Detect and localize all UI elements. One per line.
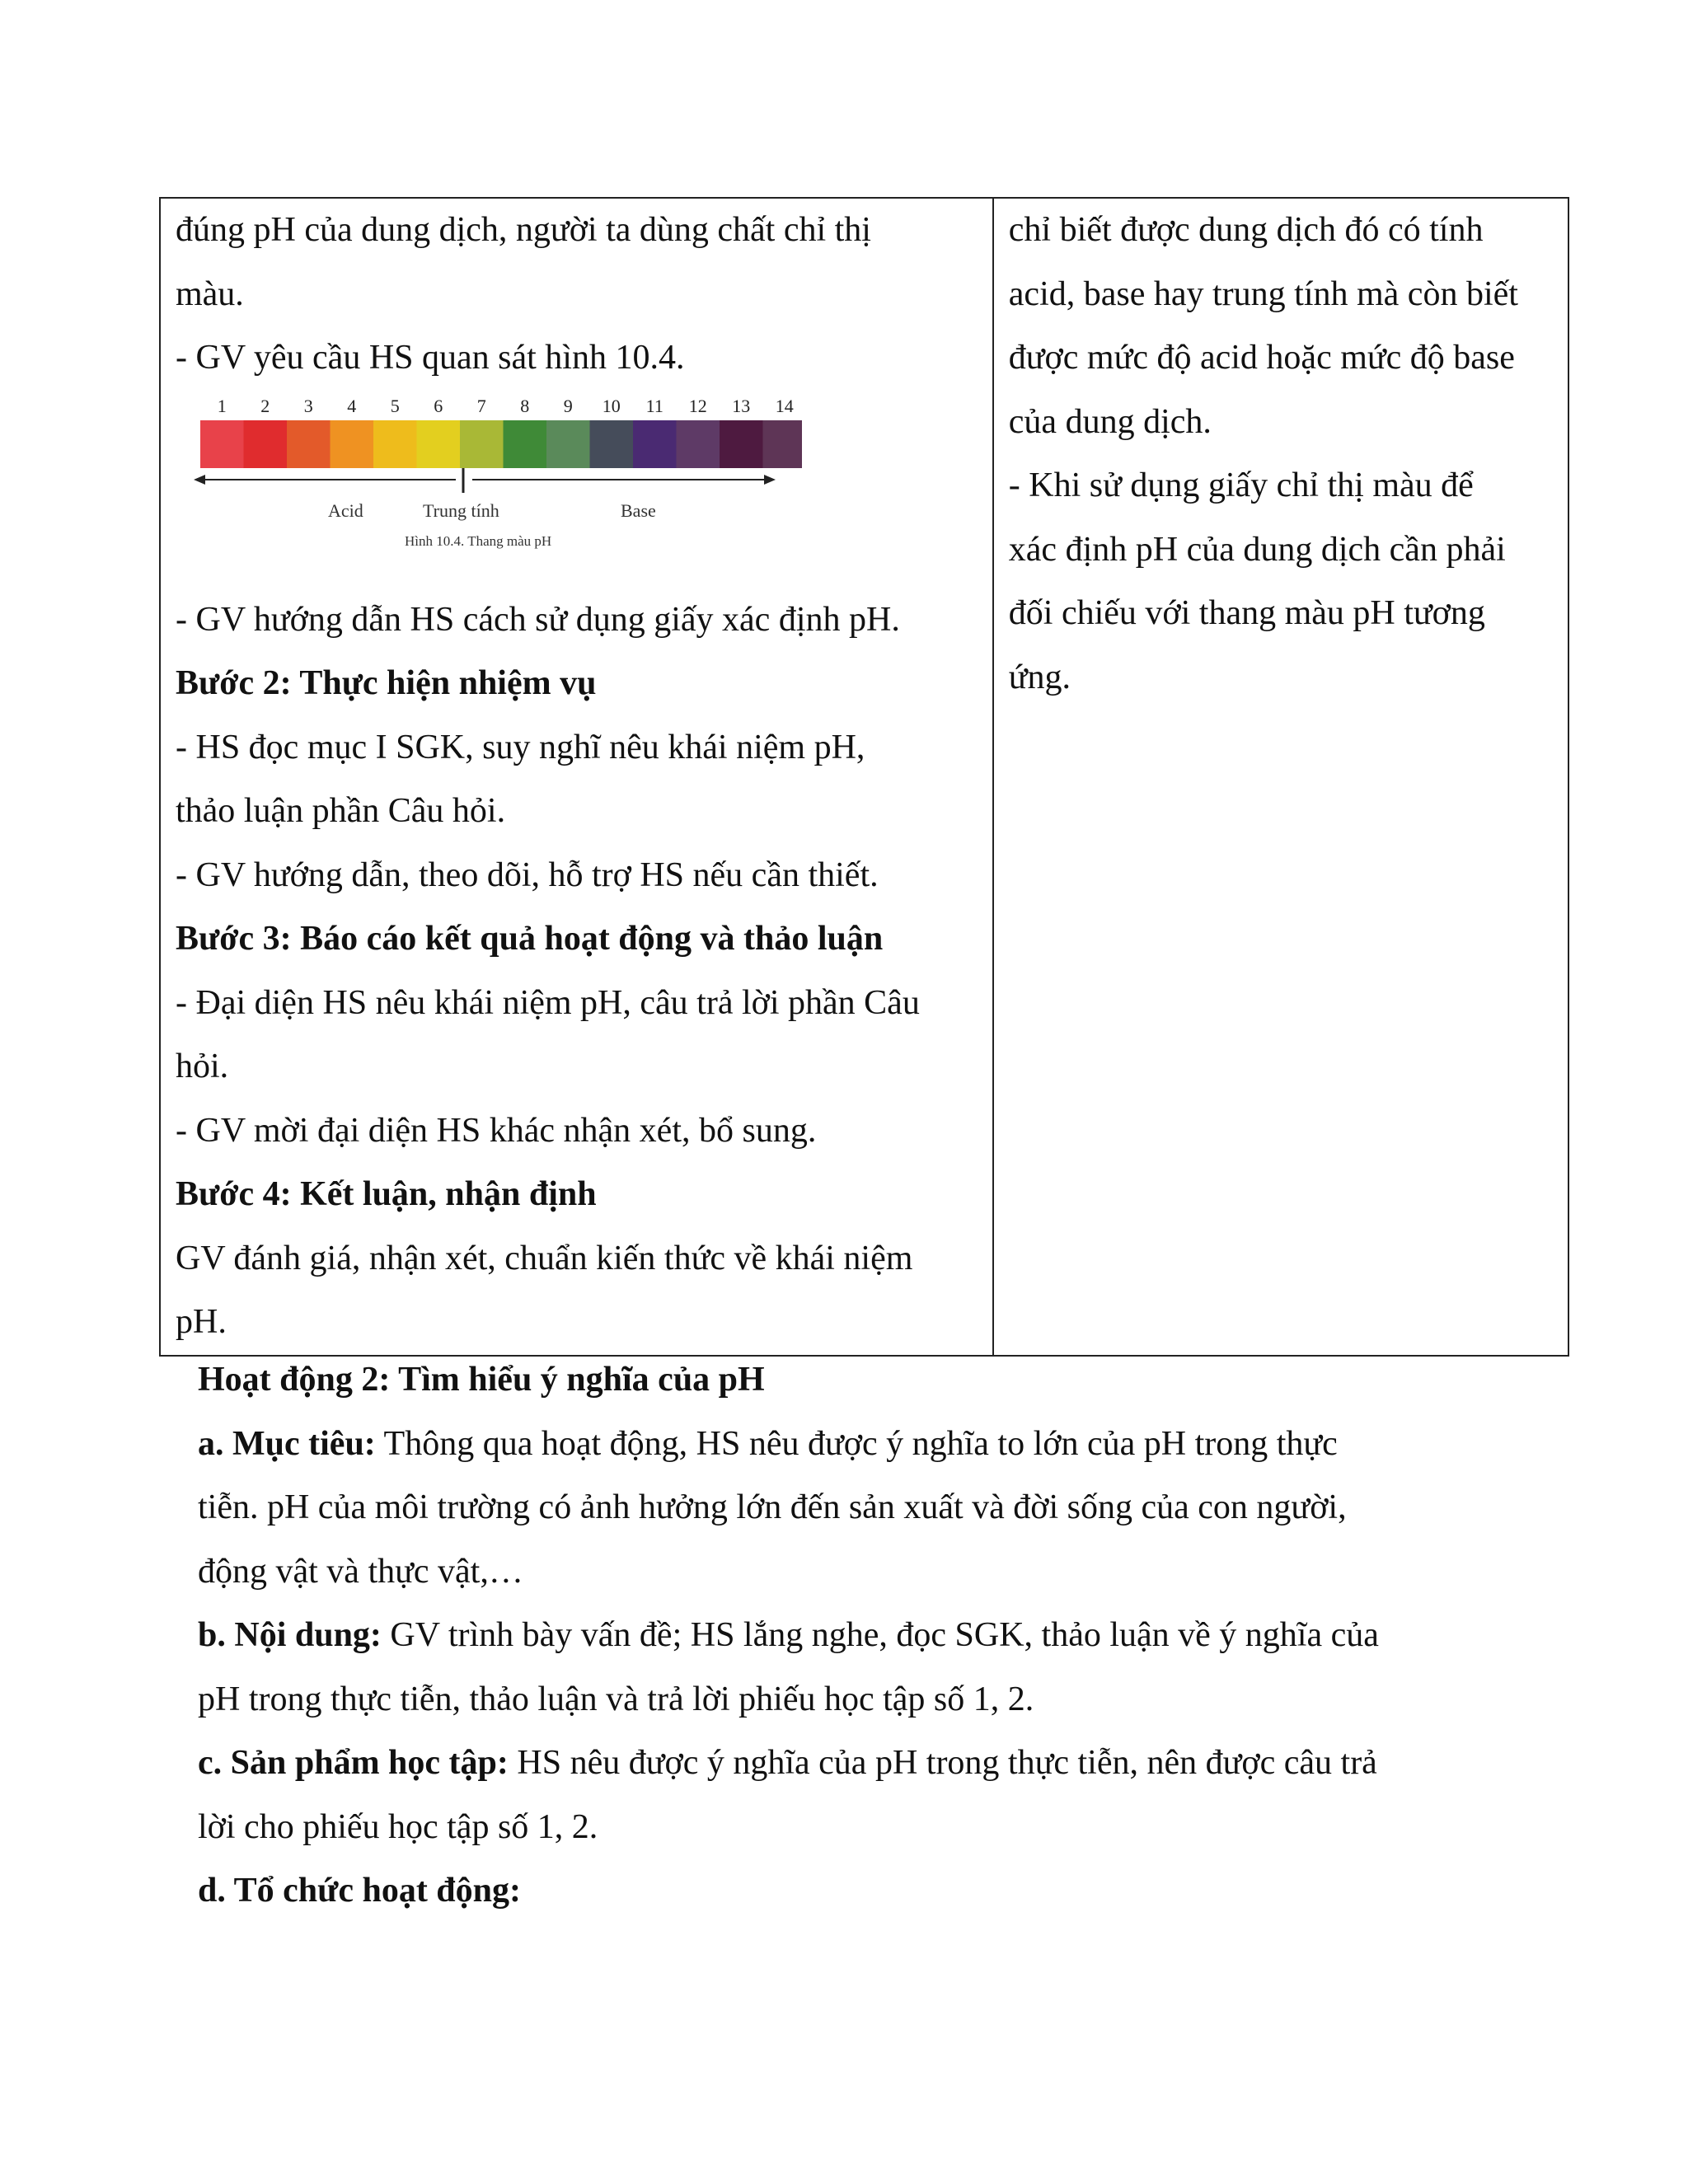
ph-number-6: 6 — [434, 395, 443, 416]
ph-number-3: 3 — [303, 395, 313, 416]
ph-color-box-11 — [633, 420, 677, 468]
ph-number-14: 14 — [775, 395, 794, 416]
ph-color-box-7 — [460, 420, 504, 468]
ph-number-8: 8 — [520, 395, 530, 416]
right-line-1: chỉ biết được dung dịch đó có tính — [1008, 211, 1484, 249]
right-line-8: ứng. — [1008, 658, 1071, 696]
ph-number-13: 13 — [732, 395, 751, 416]
ph-color-box-10 — [590, 420, 634, 468]
teacher-activity-cell — [160, 198, 993, 1356]
right-line-6: xác định pH của dung dịch cần phải — [1008, 530, 1506, 569]
right-line-5: - Khi sử dụng giấy chỉ thị màu để — [1008, 466, 1474, 504]
ph-color-box-3 — [287, 420, 331, 468]
ph-number-7: 7 — [476, 395, 486, 416]
ph-color-box-4 — [331, 420, 374, 468]
objective-line-2: tiễn. pH của môi trường có ảnh hưởng lớn đến sản xuất và đời sống của con người, — [198, 1488, 1347, 1526]
organization-title: d. Tổ chức hoạt động: — [198, 1872, 522, 1910]
step2-line-1: - HS đọc mục I SGK, suy nghĩ nêu khái niệm pH, — [176, 728, 865, 766]
step2-title: Bước 2: Thực hiện nhiệm vụ — [176, 664, 597, 702]
ph-color-box-9 — [546, 420, 590, 468]
ph-scale-figure — [176, 391, 978, 588]
activity2-section — [198, 1348, 1471, 1924]
acid-label: Acid — [328, 499, 363, 521]
step3-line-3: - GV mời đại diện HS khác nhận xét, bổ sung. — [176, 1111, 817, 1150]
right-line-7: đối chiếu với thang màu pH tương — [1008, 594, 1485, 632]
step4-line-2: pH. — [176, 1303, 227, 1341]
ph-color-box-6 — [417, 420, 461, 468]
product-line-1: c. Sản phẩm học tập: HS nêu được ý nghĩa của pH trong thực tiễn, nên được câu trả — [198, 1744, 1377, 1782]
objective-line-3: động vật và thực vật,… — [198, 1552, 523, 1591]
student-product-cell — [993, 198, 1568, 1356]
acid-arrow-head — [194, 475, 205, 485]
ph-number-12: 12 — [688, 395, 707, 416]
right-line-2: acid, base hay trung tính mà còn biết — [1008, 274, 1518, 313]
step2-line-2: thảo luận phần Câu hỏi. — [176, 792, 506, 830]
ph-number-9: 9 — [563, 395, 573, 416]
content-label: b. Nội dung: — [198, 1616, 382, 1654]
intro-line-1: đúng pH của dung dịch, người ta dùng chất chỉ thị — [176, 211, 871, 249]
step4-title: Bước 4: Kết luận, nhận định — [176, 1175, 597, 1213]
ph-color-box-12 — [677, 420, 720, 468]
ph-number-5: 5 — [390, 395, 400, 416]
lesson-table — [159, 197, 1569, 1357]
ph-color-box-5 — [373, 420, 417, 468]
product-line-2: lời cho phiếu học tập số 1, 2. — [198, 1807, 598, 1846]
ph-scale-svg — [176, 391, 802, 580]
ph-number-11: 11 — [645, 395, 663, 416]
step2-line-3: - GV hướng dẫn, theo dõi, hỗ trợ HS nếu cần thiết. — [176, 855, 879, 894]
intro-line-2: màu. — [176, 274, 244, 313]
observe-instruction: - GV yêu cầu HS quan sát hình 10.4. — [176, 339, 685, 377]
ph-number-1: 1 — [217, 395, 227, 416]
content-line-2: pH trong thực tiễn, thảo luận và trả lời phiếu học tập số 1, 2. — [198, 1680, 1034, 1718]
right-line-4: của dung dịch. — [1008, 402, 1212, 441]
ph-number-2: 2 — [260, 395, 270, 416]
step3-line-2: hỏi. — [176, 1047, 229, 1085]
ph-number-10: 10 — [602, 395, 621, 416]
objective-line-1: a. Mục tiêu: Thông qua hoạt động, HS nêu được ý nghĩa to lớn của pH trong thực — [198, 1424, 1338, 1463]
activity2-title: Hoạt động 2: Tìm hiểu ý nghĩa của pH — [198, 1361, 765, 1399]
base-label: Base — [621, 499, 656, 521]
ph-color-box-1 — [200, 420, 244, 468]
ph-color-box-13 — [720, 420, 763, 468]
product-label: c. Sản phẩm học tập: — [198, 1744, 509, 1782]
ph-color-box-14 — [763, 420, 803, 468]
neutral-label: Trung tính — [423, 499, 499, 521]
ph-color-box-2 — [244, 420, 288, 468]
base-arrow-head — [764, 475, 776, 485]
step4-line-1: GV đánh giá, nhận xét, chuẩn kiến thức về khái niệm — [176, 1239, 913, 1277]
figure-caption: Hình 10.4. Thang màu pH — [405, 532, 552, 549]
ph-number-4: 4 — [347, 395, 357, 416]
step3-title: Bước 3: Báo cáo kết quả hoạt động và thảo luận — [176, 920, 884, 958]
ph-color-box-8 — [504, 420, 547, 468]
right-line-3: được mức độ acid hoặc mức độ base — [1008, 339, 1515, 377]
step3-line-1: - Đại diện HS nêu khái niệm pH, câu trả lời phần Câu — [176, 983, 920, 1022]
guide-instruction: - GV hướng dẫn HS cách sử dụng giấy xác định pH. — [176, 600, 900, 639]
objective-label: a. Mục tiêu: — [198, 1424, 376, 1463]
content-line-1: b. Nội dung: GV trình bày vấn đề; HS lắng nghe, đọc SGK, thảo luận về ý nghĩa của — [198, 1616, 1379, 1654]
